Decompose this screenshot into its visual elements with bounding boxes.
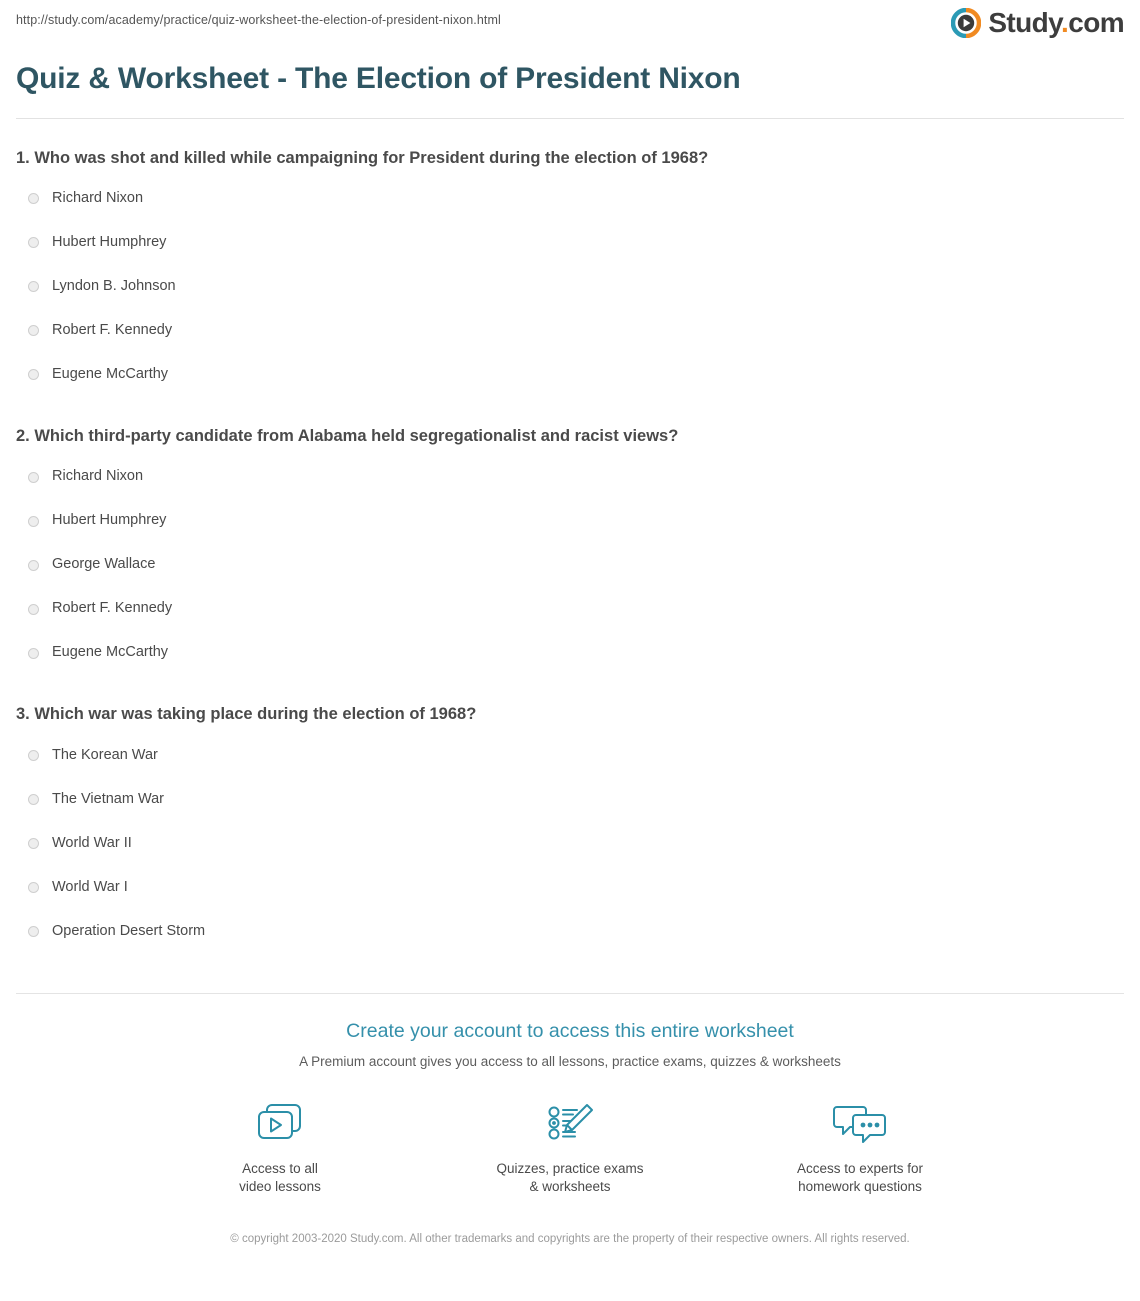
page-url[interactable]: http://study.com/academy/practice/quiz-worksheet-the-election-of-president-nixon.html (16, 13, 501, 27)
question-text: 3. Which war was taking place during the election of 1968? (16, 705, 477, 724)
question-block-1 (16, 119, 1124, 397)
option-label: Richard Nixon (52, 190, 144, 207)
copyright-notice: © copyright 2003-2020 Study.com. All other trademarks and copyrights are the property of their respective owners. All rights reserved. (230, 1232, 910, 1245)
feature-label-line2: & worksheets (529, 1179, 611, 1195)
feature-label (480, 1160, 660, 1196)
radio-button-icon[interactable] (28, 193, 39, 204)
chat-bubbles-icon (770, 1096, 950, 1152)
radio-button-icon[interactable] (28, 237, 39, 248)
option-label: Lyndon B. Johnson (52, 278, 176, 295)
option-item[interactable] (16, 543, 1124, 587)
radio-button-icon[interactable] (28, 838, 39, 849)
quiz-container (0, 119, 1140, 954)
feature-quizzes (480, 1096, 660, 1196)
logo-dot: . (1061, 7, 1069, 38)
feature-list (0, 1096, 1140, 1196)
video-stack-icon (190, 1096, 370, 1152)
option-item[interactable] (16, 221, 1124, 265)
feature-label-line2: video lessons (239, 1179, 321, 1195)
radio-button-icon[interactable] (28, 472, 39, 483)
option-list (16, 733, 1124, 953)
radio-button-icon[interactable] (28, 325, 39, 336)
option-label: Robert F. Kennedy (52, 322, 173, 339)
radio-button-icon[interactable] (28, 794, 39, 805)
option-item[interactable] (16, 865, 1124, 909)
option-item[interactable] (16, 777, 1124, 821)
feature-label-line2: homework questions (798, 1179, 922, 1195)
question-text: 1. Who was shot and killed while campaigning for President during the election of 1968? (16, 148, 709, 167)
quiz-pencil-icon (480, 1096, 660, 1152)
radio-button-icon[interactable] (28, 750, 39, 761)
option-item[interactable] (16, 177, 1124, 221)
option-label: Robert F. Kennedy (52, 600, 173, 617)
logo-wordmark (988, 9, 1124, 37)
option-item[interactable] (16, 499, 1124, 543)
logo-word-study: Study (988, 7, 1062, 38)
feature-video-lessons (190, 1096, 370, 1196)
radio-button-icon[interactable] (28, 648, 39, 659)
option-item[interactable] (16, 587, 1124, 631)
option-label: Hubert Humphrey (52, 512, 167, 529)
radio-button-icon[interactable] (28, 560, 39, 571)
radio-button-icon[interactable] (28, 882, 39, 893)
question-block-3 (16, 675, 1124, 953)
option-item[interactable] (16, 309, 1124, 353)
option-label: The Vietnam War (52, 790, 165, 807)
play-circle-icon (951, 8, 981, 38)
question-text: 2. Which third-party candidate from Alabama held segregationalist and racist views? (16, 426, 679, 445)
radio-button-icon[interactable] (28, 281, 39, 292)
option-item[interactable] (16, 733, 1124, 777)
study-com-logo[interactable] (951, 8, 1124, 38)
option-item[interactable] (16, 265, 1124, 309)
feature-label-line1: Access to all (242, 1161, 318, 1177)
option-label: George Wallace (52, 556, 156, 573)
option-label: The Korean War (52, 746, 158, 763)
option-label: Eugene McCarthy (52, 366, 169, 383)
option-item[interactable] (16, 631, 1124, 675)
radio-button-icon[interactable] (28, 604, 39, 615)
logo-word-com: com (1068, 7, 1124, 38)
feature-label-line1: Quizzes, practice exams (496, 1161, 644, 1177)
radio-button-icon[interactable] (28, 926, 39, 937)
option-list (16, 177, 1124, 397)
promo-subtitle: A Premium account gives you access to all lessons, practice exams, quizzes & worksheets (299, 1053, 841, 1069)
option-label: Eugene McCarthy (52, 644, 169, 661)
feature-label-line1: Access to experts for (796, 1161, 924, 1177)
question-block-2 (16, 397, 1124, 675)
create-account-link[interactable]: Create your account to access this entire worksheet (346, 1020, 794, 1043)
option-item[interactable] (16, 353, 1124, 397)
option-label: World War I (52, 878, 128, 895)
page-title: Quiz & Worksheet - The Election of President Nixon (16, 62, 741, 95)
radio-button-icon[interactable] (28, 516, 39, 527)
option-list (16, 455, 1124, 675)
browser-url-bar (0, 0, 1140, 52)
option-item[interactable] (16, 909, 1124, 953)
option-label: Richard Nixon (52, 468, 144, 485)
promo-section (0, 994, 1140, 1196)
option-label: Operation Desert Storm (52, 922, 206, 939)
option-item[interactable] (16, 821, 1124, 865)
feature-expert-help (770, 1096, 950, 1196)
option-item[interactable] (16, 455, 1124, 499)
option-label: World War II (52, 834, 132, 851)
feature-label (770, 1160, 950, 1196)
option-label: Hubert Humphrey (52, 234, 167, 251)
radio-button-icon[interactable] (28, 369, 39, 380)
feature-label (190, 1160, 370, 1196)
